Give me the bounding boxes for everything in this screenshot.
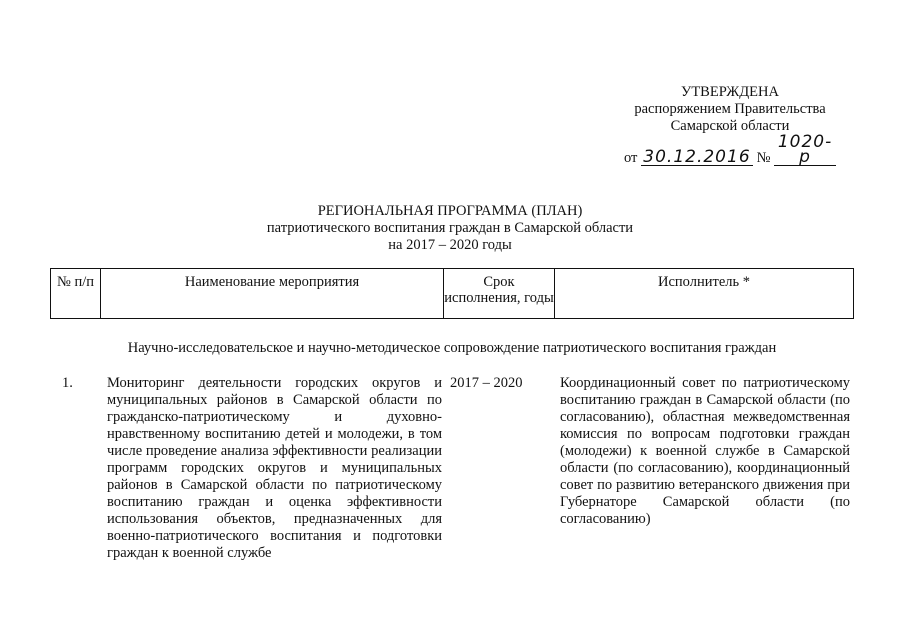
number-label: № bbox=[756, 150, 771, 166]
handwritten-number: 1020-р bbox=[774, 135, 836, 166]
header-col-term: Срок исполнения, годы bbox=[444, 269, 555, 318]
from-label: от bbox=[623, 150, 638, 166]
title-line-2: патриотического воспитания граждан в Самарской области bbox=[266, 220, 634, 236]
approval-line-1: распоряжением Правительства bbox=[634, 101, 826, 117]
approval-date-line bbox=[600, 132, 860, 167]
handwritten-date: 30.12.2016 bbox=[641, 150, 753, 166]
table-header bbox=[50, 268, 854, 319]
section-title: Научно-исследовательское и научно-методическое сопровождение патриотического воспитания граждан bbox=[127, 340, 777, 356]
header-col-number: № п/п bbox=[51, 269, 101, 318]
row-term: 2017 – 2020 bbox=[450, 375, 523, 391]
row-number: 1. bbox=[62, 375, 73, 391]
title-line-3: на 2017 – 2020 годы bbox=[388, 237, 512, 253]
document-title bbox=[160, 203, 740, 254]
approval-line-2: Самарской области bbox=[670, 118, 790, 134]
header-col-name: Наименование мероприятия bbox=[101, 269, 444, 318]
row-activity-name: Мониторинг деятельности городских округов и муниципальных районов в Самарской области по гражданско-патриотическому и духовно-нравственному воспитанию детей и молодежи, в том числе проведение анализа эффективности реализации программ городских округов и муниципальных районов в Самарской области по патриотическому воспитанию граждан и оценка эффективности использования объектов, предназначенных для военно-патриотического воспитания и подготовки граждан к военной службе bbox=[107, 375, 442, 561]
title-line-1: РЕГИОНАЛЬНАЯ ПРОГРАММА (ПЛАН) bbox=[317, 203, 583, 219]
row-executor: Координационный совет по патриотическому воспитанию граждан в Самарской области (по согласованию), областная межведомственная комиссия по вопросам подготовки граждан (молодежи) к военной службе в Самарской области (по согласованию), координационный совет по развитию ветеранского движения при Губернаторе Самарской области (по согласованию) bbox=[560, 375, 850, 527]
header-col-executor: Исполнитель * bbox=[658, 274, 750, 290]
approval-block bbox=[600, 84, 860, 167]
approval-heading: УТВЕРЖДЕНА bbox=[681, 84, 779, 100]
